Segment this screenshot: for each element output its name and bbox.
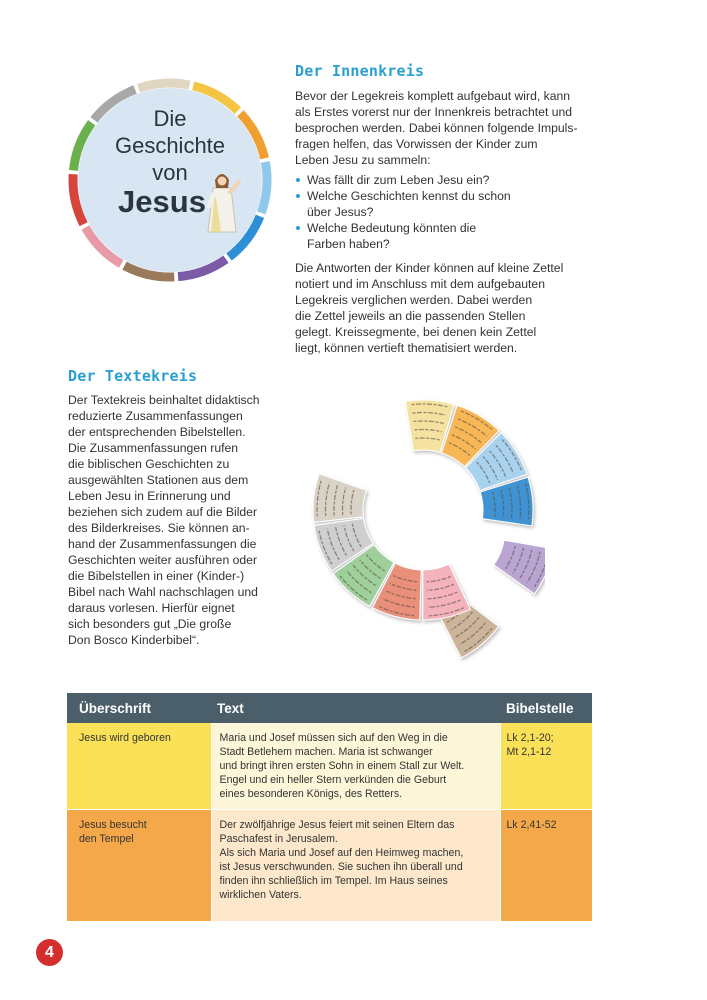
textekreis-line: die biblischen Geschichten zu [68, 457, 230, 471]
textekreis-line: ausgewählten Stationen aus dem [68, 473, 249, 487]
logo-emblem [66, 76, 274, 284]
textekreis-line: daraus vorlesen. Hierfür eignet [68, 601, 235, 615]
innenkreis-outro-6: liegt, können vertieft thematisiert werden. [295, 341, 518, 355]
textekreis-line: Die Zusammenfassungen rufen [68, 441, 239, 455]
textekreis-line: Don Bosco Kinderbibel“. [68, 633, 200, 647]
innenkreis-intro-1: Bevor der Legekreis komplett aufgebaut wird, kann [295, 89, 571, 103]
bullet-item: Was fällt dir zum Leben Jesu ein? [295, 172, 595, 188]
stations-table [67, 693, 592, 921]
row-text: Maria und Josef müssen sich auf den Weg in die Stadt Betlehem machen. Maria ist schwanger und bringt ihren ersten Sohn in einem Stall zur Welt. Engel und ein heller Stern verkünden die Geburt eines besonderen Königs, des Retters. [211, 723, 500, 810]
page-number: 4 [36, 939, 63, 966]
textekreis-line: sich besonders gut „Die große [68, 617, 232, 631]
text-ring-segment [423, 564, 471, 620]
logo-title-jesus: Jesus [118, 184, 206, 219]
innenkreis-outro-2: notiert und im Anschluss mit dem aufgebauten [295, 277, 545, 291]
textekreis-section [68, 367, 283, 648]
textekreis-line: hand der Zusammenfassungen die [68, 537, 257, 551]
row-title: Jesus besucht den Tempel [67, 810, 211, 921]
impulse-question-list [295, 172, 595, 252]
innenkreis-outro-3: Legekreis verglichen werden. Dabei werden [295, 293, 533, 307]
row-bible-ref: Lk 2,41-52 [500, 810, 592, 921]
bullet-item: Welche Bedeutung könnten die Farben haben? [295, 220, 595, 252]
textekreis-line: die Bibelstellen in einer (Kinder-) [68, 569, 245, 583]
text-ring-segment [494, 540, 545, 594]
logo-title-die: Die [153, 106, 187, 131]
textekreis-line: reduzierte Zusammenfassungen [68, 409, 243, 423]
textekreis-line: Der Textekreis beinhaltet didaktisch [68, 393, 260, 407]
textekreis-line: beziehen sich zudem auf die Bilder [68, 505, 258, 519]
bullet-item: Welche Geschichten kennst du schon über Jesus? [295, 188, 595, 220]
logo-title-von: von [152, 160, 188, 185]
innenkreis-heading: Der Innenkreis [295, 62, 425, 80]
textekreis-line: Geschichten weiter ausführen oder [68, 553, 258, 567]
innenkreis-outro-5: gelegt. Kreissegmente, bei denen kein Zettel [295, 325, 537, 339]
innenkreis-intro-3: besprochen werden. Dabei können folgende Impuls- [295, 121, 578, 135]
textekreis-line: Leben Jesu in Erinnerung und [68, 489, 231, 503]
textekreis-line: Bibel nach Wahl nachschlagen und [68, 585, 258, 599]
textekreis-heading: Der Textekreis [68, 367, 198, 385]
header-bibelstelle: Bibelstelle [500, 693, 592, 723]
innenkreis-outro-1: Die Antworten der Kinder können auf kleine Zettel [295, 261, 564, 275]
table-row [67, 810, 592, 921]
stations-table-wrapper [67, 693, 592, 921]
header-text: Text [211, 693, 500, 723]
row-text: Der zwölfjährige Jesus feiert mit seinen Eltern das Paschafest in Jerusalem. Als sich Maria und Josef auf den Heimweg machen, ist Jesus verschwunden. Sie suchen ihn überall und finden ihn schließlich im Tempel. Im Haus seines wirklichen Vaters. [211, 810, 500, 921]
textekreis-line: der entsprechenden Bibelstellen. [68, 425, 246, 439]
innenkreis-intro-2: als Erstes vorerst nur der Innenkreis betrachtet und [295, 105, 573, 119]
row-title: Jesus wird geboren [67, 723, 211, 810]
logo-title-geschichte: Geschichte [114, 133, 226, 158]
innenkreis-intro-5: Leben Jesu zu sammeln: [295, 153, 431, 167]
innenkreis-outro-4: die Zettel jeweils an die passenden Stellen [295, 309, 526, 323]
logo-ring-segment [139, 83, 190, 88]
textekreis-illustration [305, 392, 545, 662]
innenkreis-intro-4: fragen helfen, das Vorwissen der Kinder zum [295, 137, 538, 151]
textekreis-line: des Bilderkreises. Sie können an- [68, 521, 250, 535]
jesus-figure-icon [203, 166, 241, 236]
header-ueberschrift: Überschrift [67, 693, 211, 723]
row-bible-ref: Lk 2,1-20; Mt 2,1-12 [500, 723, 592, 810]
table-row [67, 723, 592, 810]
innenkreis-section [295, 62, 595, 356]
table-header-row [67, 693, 592, 723]
